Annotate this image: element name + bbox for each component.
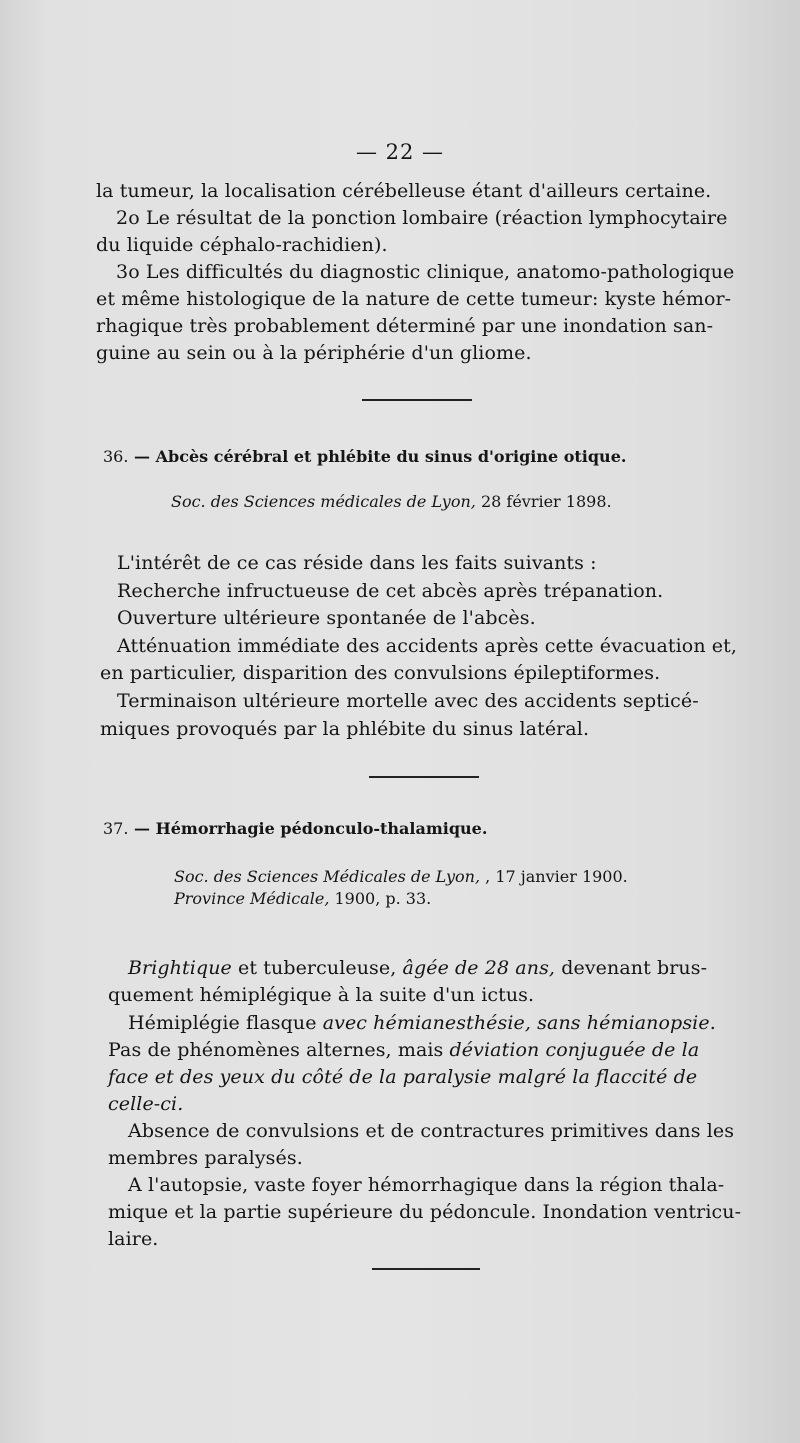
section-37-line-1-a: Brightique [128,957,232,979]
section-37-citation-2 [174,888,431,910]
section-36-line-7: miques provoqués par la phlébite du sinus latéral. [100,718,590,740]
section-36-number: 36. [103,447,129,466]
section-37-line-10: mique et la partie supérieure du pédoncule. Inondation ventricu- [108,1201,742,1223]
section-37-line-1-b: et tuberculeuse, [231,957,403,979]
section-37-line-4-a: Pas de phénomènes alternes, mais [108,1039,450,1061]
section-37-number: 37. [103,819,129,838]
section-37-line-8: membres paralysés. [108,1147,303,1169]
section-36-citation [171,491,612,513]
section-36-cite-journal: Soc. des Sciences médicales de Lyon, [171,492,476,511]
separator-rule [362,399,472,401]
section-36-line-2: Recherche infructueuse de cet abcès après trépanation. [117,580,664,602]
section-37-line-1 [128,955,707,981]
separator-rule [372,1268,480,1270]
section-37-line-3-a: Hémiplégie flasque [128,1012,323,1034]
section-37-citation-1 [174,866,628,888]
section-37-line-3-b: avec hémianesthésie, sans hémianopsie. [322,1012,716,1034]
section-37-line-4 [108,1037,699,1063]
section-37-line-6 [108,1091,183,1117]
section-37-line-9: A l'autopsie, vaste foyer hémorrhagique dans la région thala- [128,1174,725,1196]
section-36-line-3: Ouverture ultérieure spontanée de l'abcès. [117,607,536,629]
intro-line-5: et même histologique de la nature de cette tumeur: kyste hémor- [96,288,732,310]
separator-rule [369,776,479,778]
section-37-heading [103,818,487,840]
section-37-cite2-date: 1900, p. 33. [329,889,432,908]
intro-line-4: 3o Les difficultés du diagnostic clinique, anatomo-pathologique [116,261,735,283]
section-36-title: — Abcès cérébral et phlébite du sinus d'origine otique. [134,447,627,466]
section-37-line-6-text: celle-ci. [108,1093,184,1115]
section-36-line-4: Atténuation immédiate des accidents après cette évacuation et, [117,635,738,657]
intro-line-1: la tumeur, la localisation cérébelleuse étant d'ailleurs certaine. [96,180,712,202]
section-37-line-3 [128,1010,716,1036]
section-37-line-1-c: âgée de 28 ans, [402,957,556,979]
intro-line-2: 2o Le résultat de la ponction lombaire (réaction lymphocytaire [116,207,728,229]
page-number: — 22 — [355,140,445,164]
section-37-cite2-journal: Province Médicale, [174,889,330,908]
section-36-line-1: L'intérêt de ce cas réside dans les faits suivants : [117,552,597,574]
section-37-line-11: laire. [108,1228,159,1250]
section-37-cite1-journal: Soc. des Sciences Médicales de Lyon, [174,867,481,886]
section-36-line-6: Terminaison ultérieure mortelle avec des accidents septicé- [117,690,699,712]
section-37-line-7: Absence de convulsions et de contractures primitives dans les [128,1120,735,1142]
section-37-line-5 [108,1064,697,1090]
section-37-line-5-text: face et des yeux du côté de la paralysie malgré la flaccité de [108,1066,698,1088]
section-36-cite-date: 28 février 1898. [475,492,612,511]
section-37-line-1-d: devenant brus- [555,957,708,979]
intro-line-7: guine au sein ou à la périphérie d'un gliome. [96,342,532,364]
section-37-line-4-b: déviation conjuguée de la [449,1039,700,1061]
section-37-cite1-date: , 17 janvier 1900. [480,867,628,886]
intro-line-6: rhagique très probablement déterminé par une inondation san- [96,315,714,337]
intro-line-3: du liquide céphalo-rachidien). [96,234,388,256]
section-36-line-5: en particulier, disparition des convulsions épileptiformes. [100,662,661,684]
section-37-line-2: quement hémiplégique à la suite d'un ictus. [108,984,535,1006]
section-36-heading [103,446,626,468]
section-37-title: — Hémorrhagie pédonculo-thalamique. [134,819,488,838]
